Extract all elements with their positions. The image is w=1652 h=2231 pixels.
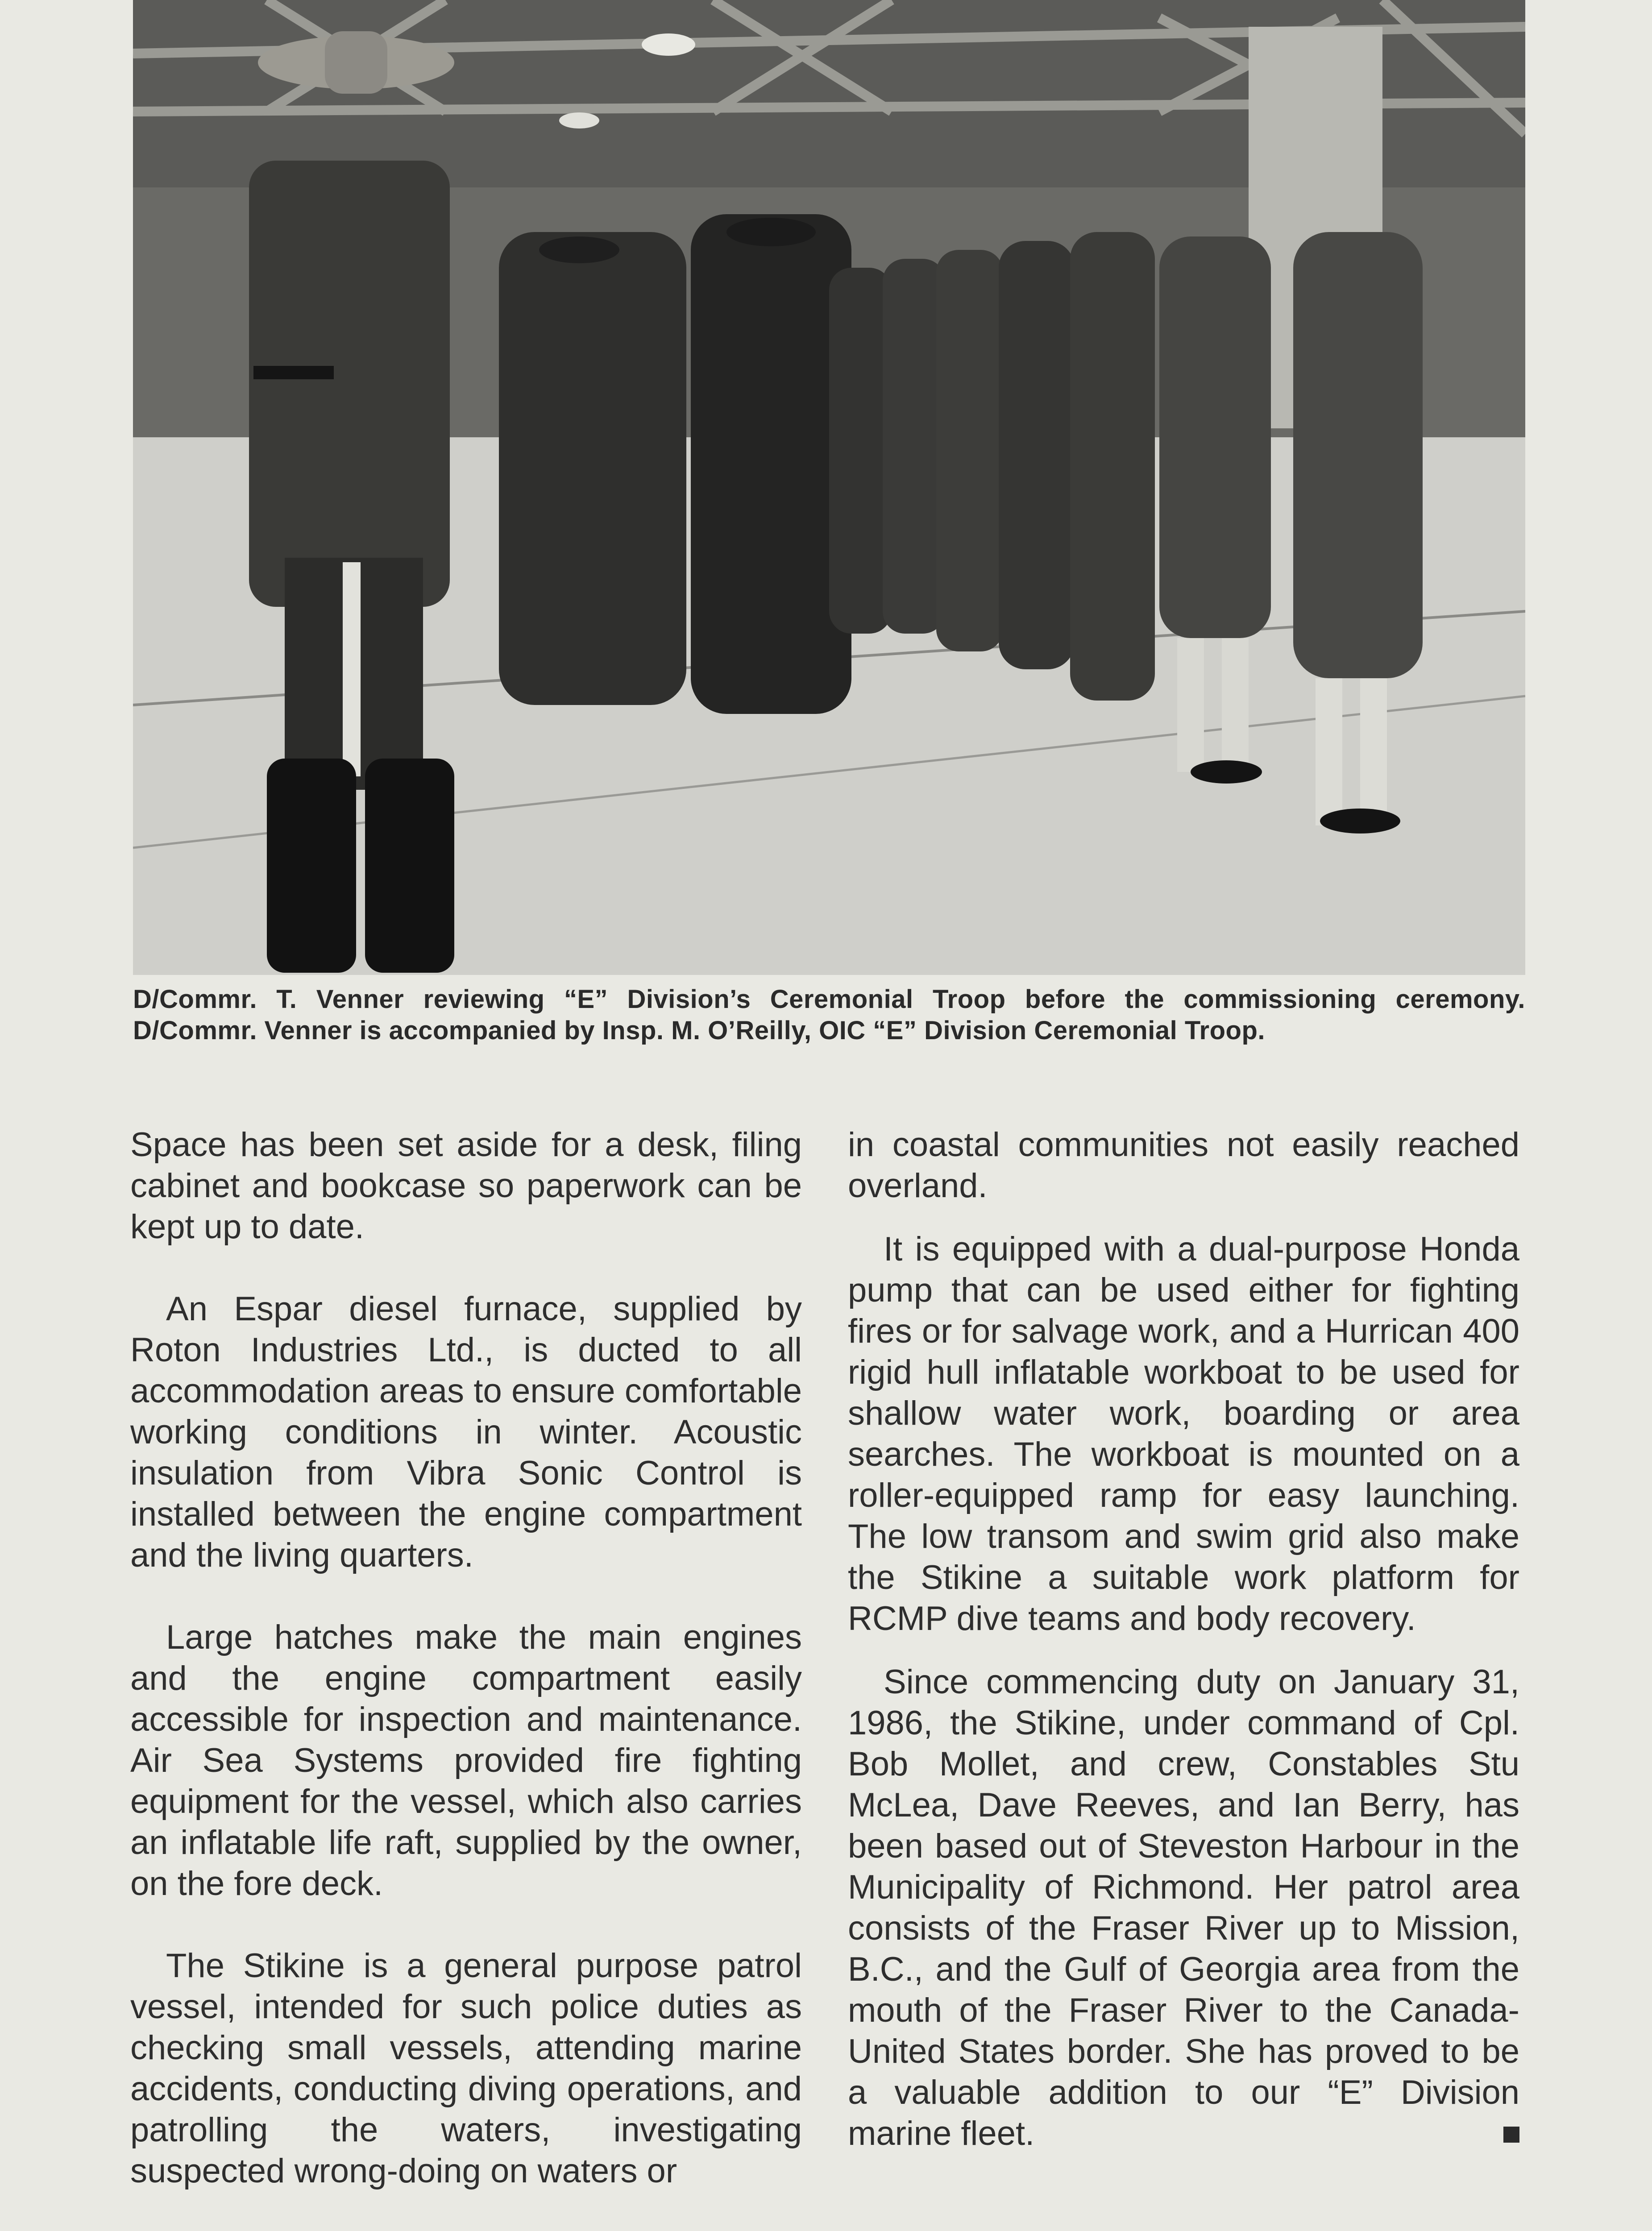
- left-paragraph-1: Space has been set aside for a desk, filing cabinet and bookcase so paperwork can be kept up to date.: [130, 1126, 802, 1246]
- right-column: [848, 1124, 1519, 2154]
- photo-drawing: [133, 0, 1525, 975]
- left-paragraph-4: The Stikine is a general purpose patrol vessel, intended for such police duties as checking small vessels, attending marine accidents, conducting diving operations, and patrolling the waters, investigating suspected wrong-doing on waters or: [130, 1947, 802, 2190]
- right-paragraph-1: in coastal communities not easily reached overland.: [848, 1126, 1519, 1205]
- photo-caption: D/Commr. T. Venner reviewing “E” Division’s Ceremonial Troop before the commissioning ceremony. D/Commr. Venner is accompanied by Insp. M. O’Reilly, OIC “E” Division Ceremonial Troop.: [133, 985, 1525, 1045]
- ceremonial-troop-photo: [133, 0, 1525, 975]
- right-paragraph-3: [848, 1662, 1519, 2154]
- left-paragraph-2: An Espar diesel furnace, supplied by Roton Industries Ltd., is ducted to all accommodation areas to ensure comfortable working conditions in winter. Acoustic insulation from Vibra Sonic Control is installed between the engine compartment and the living quarters.: [130, 1290, 802, 1574]
- right-paragraph-3-text: Since commencing duty on January 31, 1986, the Stikine, under command of Cpl. Bob Mollet, and crew, Constables Stu McLea, Dave Reeves, and Ian Berry, has been based out of Steveston Harbour in the Municipality of Richmond. Her patrol area consists of the Fraser River up to Mission, B.C., and the Gulf of Georgia area from the mouth of the Fraser River to the Canada-United States border. She has proved to be a valuable addition to our “E” Division marine fleet.: [848, 1663, 1519, 2152]
- end-of-article-mark: [1503, 2127, 1519, 2143]
- right-paragraph-2: It is equipped with a dual-purpose Honda pump that can be used either for fighting fires or for salvage work, and a Hurrican 400 rigid hull inflatable workboat to be used for shallow water work, boarding or area searches. The workboat is mounted on a roller-equipped ramp for easy launching. The low transom and swim grid also make the Stikine a suitable work platform for RCMP dive teams and body recovery.: [848, 1230, 1519, 1638]
- left-paragraph-3: Large hatches make the main engines and the engine compartment easily accessible for inspection and maintenance. Air Sea Systems provided fire fighting equipment for the vessel, which also carries an inflatable life raft, supplied by the owner, on the fore deck.: [130, 1618, 802, 1903]
- left-column: [130, 1124, 802, 2192]
